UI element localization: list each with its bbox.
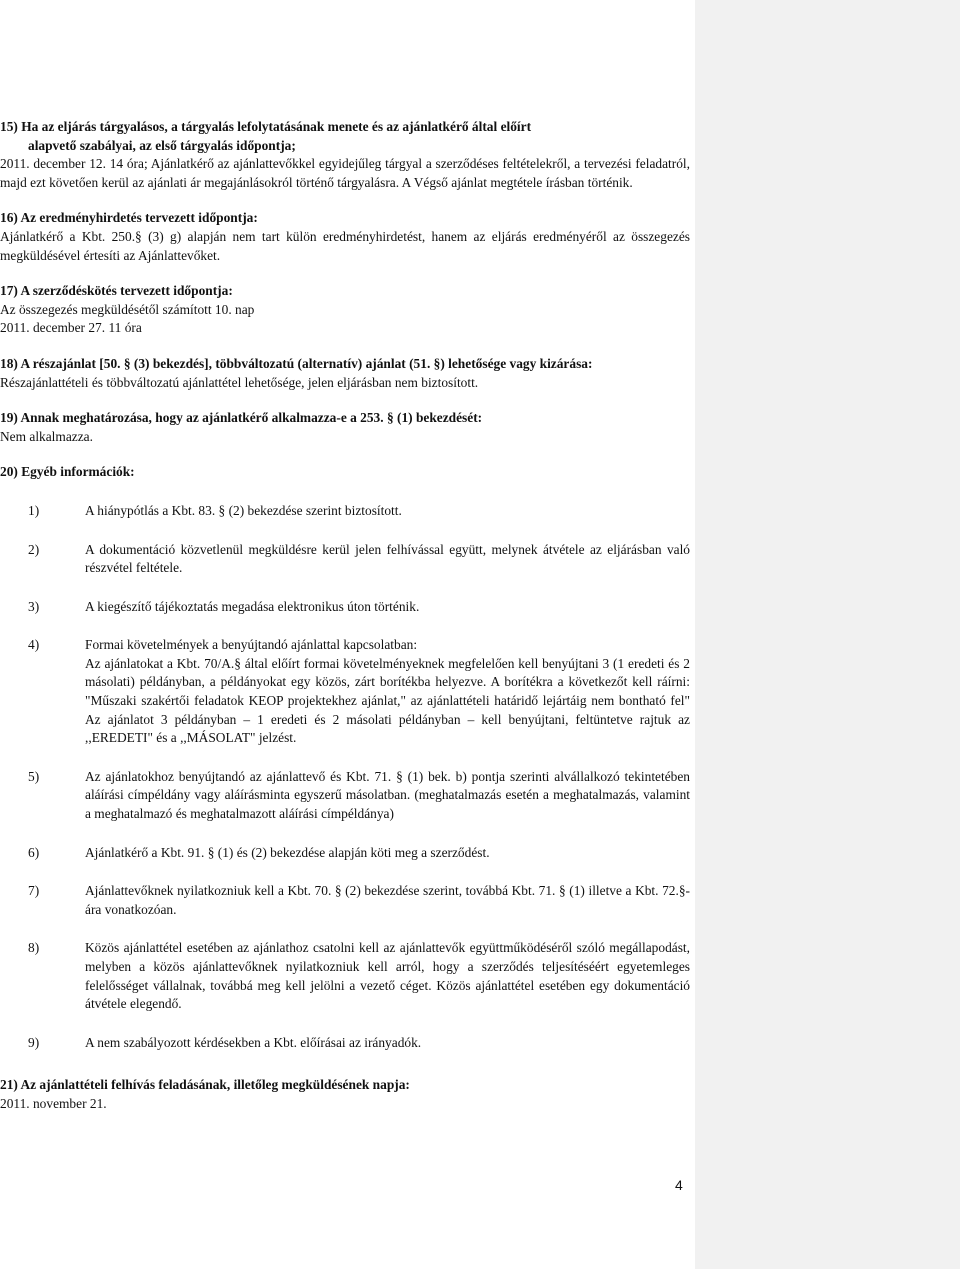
list-item-number: 6) [28, 844, 40, 860]
list-item [28, 882, 690, 919]
list-item [28, 598, 690, 617]
list-item [28, 844, 690, 863]
section-19 [0, 409, 690, 446]
list-item-text: Az ajánlatokhoz benyújtandó az ajánlattevő és Kbt. 71. § (1) bek. b) pontja szerinti alvállalkozó tekintetében aláírási címpéldány vagy aláírásminta egyszerű másolatban. (meghatalmazás esetén a meghatalmazás, valamint a meghatalmazó és meghatalmazott aláírási címpéldánya) [85, 768, 690, 822]
document-body [0, 118, 690, 1131]
section-18 [0, 355, 690, 392]
list-item-text: A nem szabályozott kérdésekben a Kbt. előírásai az irányadók. [85, 1034, 422, 1050]
list-item [28, 1034, 690, 1053]
list-item-number: 9) [28, 1034, 40, 1050]
list-item-text: A kiegészítő tájékoztatás megadása elektronikus úton történik. [85, 598, 420, 614]
list-item-text: Formai követelmények a benyújtandó ajánlattal kapcsolatban: [85, 637, 418, 653]
section-17 [0, 282, 690, 338]
list-item-number: 5) [28, 768, 40, 784]
list-item-text-continuation: Az ajánlatokat a Kbt. 70/A.§ által előírt formai követelményeknek megfelelően kell benyújtani 3 (1 eredeti és 2 másolati) példányban, a példányokat egy közös, zárt borítékba helyezve. A borítékra a következőt kell ráírni: "Műszaki szakértői feladatok KEOP projektekhez ajánlat," az ajánlattételi határidő lejártáig nem bontható fel" Az ajánlatot 3 példányban – 1 eredeti és 2 másolati példányban – kell benyújtani, feltüntetve rajtuk az ,,EREDETI" és a ,,MÁSOLAT" jelzést. [85, 655, 690, 746]
section-19-heading: 19) Annak meghatározása, hogy az ajánlatkérő alkalmazza-e a 253. § (1) bekezdését: [0, 410, 483, 426]
section-17-line1: Az összegezés megküldésétől számított 10. nap [0, 301, 255, 317]
info-list [0, 502, 690, 1052]
list-item [28, 636, 690, 748]
section-15-heading-line2: alapvető szabályai, az első tárgyalás időpontja; [28, 137, 296, 153]
page-number: 4 [675, 1177, 683, 1193]
section-17-line2: 2011. december 27. 11 óra [0, 320, 142, 336]
list-item-number: 2) [28, 541, 40, 557]
section-16 [0, 209, 690, 265]
section-21-body: 2011. november 21. [0, 1095, 107, 1111]
section-15-heading-line1: 15) Ha az eljárás tárgyalásos, a tárgyalás lefolytatásának menete és az ajánlatkérő által előírt [0, 119, 532, 134]
list-item-number: 1) [28, 502, 40, 518]
section-17-heading: 17) A szerződéskötés tervezett időpontja: [0, 283, 233, 299]
section-16-body: Ajánlatkérő a Kbt. 250.§ (3) g) alapján nem tart külön eredményhirdetést, hanem az eljárás eredményéről az összegezés megküldésével értesíti az Ajánlattevőket. [0, 228, 690, 263]
list-item [28, 768, 690, 824]
list-item [28, 541, 690, 578]
list-item-number: 8) [28, 940, 40, 956]
section-19-body: Nem alkalmazza. [0, 428, 93, 444]
section-15 [0, 118, 690, 192]
section-15-body: 2011. december 12. 14 óra; Ajánlatkérő az ajánlattevőkkel egyidejűleg tárgyal a szerződéses feltételekről, a tervezési feladatról, majd ezt követően kerül az ajánlati ár megajánlásokról történő tárgyalásra. A Végső ajánlat megtétele írásban történik. [0, 156, 690, 190]
list-item-number: 4) [28, 637, 40, 653]
section-20 [0, 463, 690, 1052]
list-item-number: 7) [28, 883, 40, 899]
section-20-heading: 20) Egyéb információk: [0, 464, 135, 480]
comment-margin-panel [695, 0, 960, 1269]
section-16-heading: 16) Az eredményhirdetés tervezett időpontja: [0, 210, 258, 226]
list-item [28, 502, 690, 521]
section-18-heading: 18) A részajánlat [50. § (3) bekezdés], többváltozatú (alternatív) ajánlat (51. §) lehetősége vagy kizárása: [0, 355, 593, 371]
list-item [28, 939, 690, 1013]
list-item-text: Ajánlattevőknek nyilatkozniuk kell a Kbt. 70. § (2) bekezdése szerint, továbbá Kbt. 71. § (1) illetve a Kbt. 72.§- ára vonatkozóan. [85, 883, 690, 917]
section-21-heading: 21) Az ajánlattételi felhívás feladásának, illetőleg megküldésének napja: [0, 1077, 410, 1093]
list-item-text: A dokumentáció közvetlenül megküldésre kerül jelen felhívással együtt, melynek átvétele az eljárásban való részvétel feltétele. [85, 541, 690, 576]
section-18-body: Részajánlattételi és többváltozatú ajánlattétel lehetősége, jelen eljárásban nem biztosított. [0, 374, 479, 390]
list-item-number: 3) [28, 598, 40, 614]
section-21 [0, 1076, 690, 1113]
list-item-text: Ajánlatkérő a Kbt. 91. § (1) és (2) bekezdése alapján köti meg a szerződést. [85, 844, 490, 860]
list-item-text: Közös ajánlattétel esetében az ajánlathoz csatolni kell az ajánlattevők együttműködéséről szóló megállapodást, melyben a közös ajánlattevőknek nyilatkozniuk kell arról, hogy a szerződés teljesítéséért egyetemleges felelősséget vállalnak, továbbá meg kell jelölni a vezető céget. Közös ajánlattétel esetében egy dokumentáció átvétele elegendő. [85, 940, 690, 1012]
list-item-text: A hiánypótlás a Kbt. 83. § (2) bekezdése szerint biztosított. [85, 502, 402, 518]
